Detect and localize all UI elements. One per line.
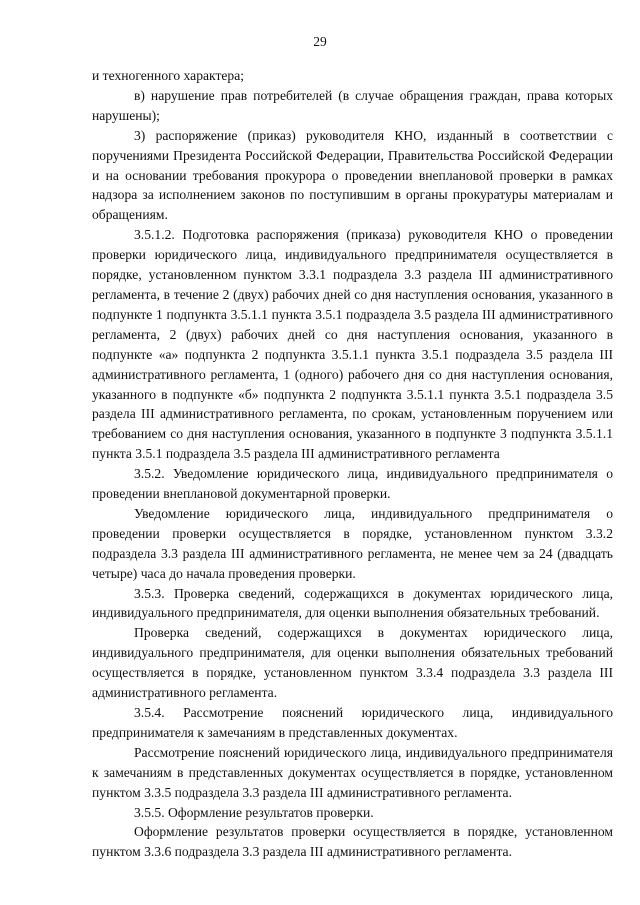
paragraph-item-3: 3) распоряжение (приказ) руководителя КНО, изданный в соответствии с поручениями Президента Российской Федерации, Правительства Российской Федерации и на основании требования прокурора о проведении внеплановой проверки в рамках надзора за исполнением законов по поступившим в органы прокуратуры материалам и обращениям.	[92, 127, 613, 223]
paragraph-3-5-1-2: 3.5.1.2. Подготовка распоряжения (приказа) руководителя КНО о проведении проверки юридического лица, индивидуального предпринимателя осуществляется в порядке, установленном пунктом 3.3.1 подраздела 3.3 раздела III административного регламента, в течение 2 (двух) рабочих дней со дня наступления основания, указанного в подпункте 1 подпункта 3.5.1.1 пункта 3.5.1 подраздела 3.5 раздела III административного регламента, 2 (двух) рабочих дней со дня наступления основания, указанного в подпункте «а» подпункта 2 подпункта 3.5.1.1 пункта 3.5.1 подраздела 3.5 раздела III административного регламента, 1 (одного) рабочего дня со дня наступления основания, указанного в подпункте «б» подпункта 2 подпункта 3.5.1.1 пункта 3.5.1 подраздела 3.5 раздела III административного регламента, по срокам, установленным поручением или требованием со дня наступления основания, указанного в подпункте 3 подпункта 3.5.1.1 пункта 3.5.1 подраздела 3.5 раздела III административного регламента	[92, 227, 613, 462]
heading-3-5-2: 3.5.2. Уведомление юридического лица, индивидуального предпринимателя о проведении внеплановой документарной проверки.	[92, 466, 613, 502]
paragraph-continuation: и техногенного характера;	[92, 68, 245, 83]
paragraph-item-v: в) нарушение прав потребителей (в случае обращения граждан, права которых нарушены);	[92, 87, 613, 123]
paragraph-3-5-3-body: Проверка сведений, содержащихся в документах юридического лица, индивидуального предпринимателя, для оценки выполнения обязательных требований осуществляется в порядке, установленном пунктом 3.3.4 подраздела 3.3 раздела III административного регламента.	[92, 625, 613, 701]
heading-3-5-5: 3.5.5. Оформление результатов проверки.	[134, 804, 374, 820]
heading-3-5-3: 3.5.3. Проверка сведений, содержащихся в документах юридического лица, индивидуального предпринимателя, для оценки выполнения обязательных требований.	[92, 585, 613, 621]
document-body	[92, 66, 613, 862]
page-number: 29	[313, 34, 327, 49]
paragraph-3-5-5-body: Оформление результатов проверки осуществляется в порядке, установленном пунктом 3.3.6 подраздела 3.3 раздела III административного регламента.	[92, 824, 613, 860]
paragraph-3-5-2-body: Уведомление юридического лица, индивидуального предпринимателя о проведении проверки осуществляется в порядке, установленном пунктом 3.3.2 подраздела 3.3 раздела III административного регламента, не менее чем за 24 (двадцать четыре) часа до начала проведения проверки.	[92, 505, 613, 581]
heading-3-5-4: 3.5.4. Рассмотрение пояснений юридического лица, индивидуального предпринимателя к замечаниям в представленных документах.	[92, 705, 613, 740]
paragraph-3-5-4-body: Рассмотрение пояснений юридического лица, индивидуального предпринимателя к замечаниям в представленных документах осуществляется в порядке, установленном пунктом 3.3.5 подраздела 3.3 раздела III административного регламента.	[92, 744, 613, 800]
